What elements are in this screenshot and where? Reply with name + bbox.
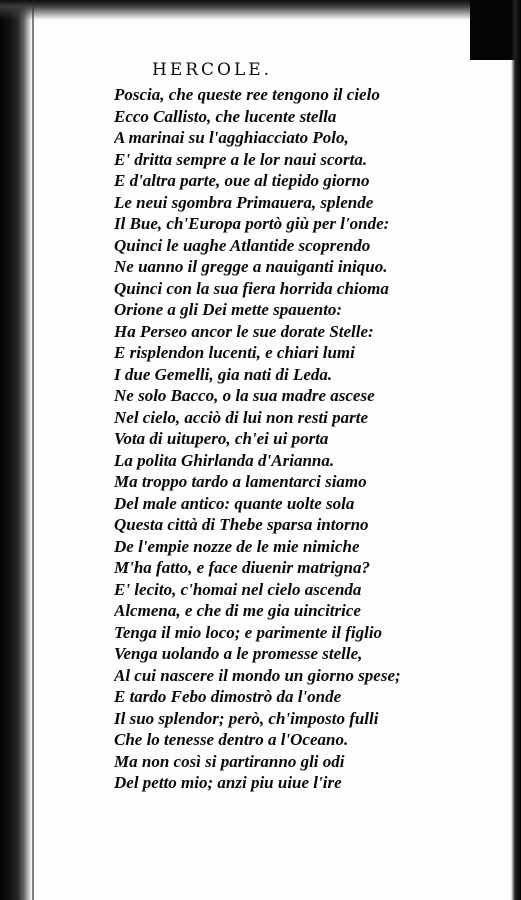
- verse-line: Orione a gli Dei mette spauento:: [114, 300, 343, 319]
- verse-line: A marinai su l'agghiacciato Polo,: [114, 128, 349, 147]
- verse-line: I due Gemelli, gia nati di Leda.: [114, 364, 333, 384]
- verse-line: Ma troppo tardo a lamentarci siamo: [114, 472, 367, 491]
- verse-line: E tardo Febo dimostrò da l'onde: [114, 687, 342, 706]
- verse-line: Questa città di Thebe sparsa intorno: [114, 515, 369, 534]
- running-head: HERCOLE.: [152, 60, 273, 80]
- top-edge-shadow: [0, 0, 521, 20]
- verse-line: Ecco Callisto, che lucente stella: [114, 106, 337, 126]
- verse-line: Ne uanno il gregge a nauiganti iniquo.: [114, 257, 388, 276]
- verse-line: Ma non così si partiranno gli odi: [114, 751, 345, 771]
- verse-text: [114, 84, 509, 794]
- verse-line: M'ha fatto, e face diuenir matrigna?: [114, 558, 370, 577]
- verse-line: De l'empie nozze de le mie nimiche: [114, 536, 360, 556]
- verse-line: Il Bue, ch'Europa portò giù per l'onde:: [114, 214, 390, 233]
- verse-line: Del petto mio; anzi piu uiue l'ire: [114, 773, 342, 792]
- verse-line: Al cui nascere il mondo un giorno spese;: [114, 665, 401, 685]
- verse-line: Quinci con la sua fiera horrida chioma: [114, 278, 389, 298]
- verse-line: Il suo splendor; però, ch'imposto fulli: [114, 708, 379, 728]
- verse-line: Le neui sgombra Primauera, splende: [114, 192, 374, 212]
- binding-line: [32, 0, 34, 900]
- verse-line: Nel cielo, acciò di lui non resti parte: [114, 407, 369, 427]
- verse-line: E d'altra parte, oue al tiepido giorno: [114, 171, 370, 190]
- verse-line: La polita Ghirlanda d'Arianna.: [114, 450, 335, 470]
- verse-line: Ha Perseo ancor le sue dorate Stelle:: [114, 321, 374, 341]
- verse-line: Che lo tenesse dentro a l'Oceano.: [114, 730, 349, 749]
- verse-line: E risplendon lucenti, e chiari lumi: [114, 343, 355, 362]
- verse-line: Vota di uitupero, ch'ei ui porta: [114, 429, 329, 448]
- verse-line: Ne solo Bacco, o la sua madre ascese: [114, 386, 375, 405]
- verse-line: E' lecito, c'homai nel cielo ascenda: [114, 579, 362, 599]
- verse-line: Alcmena, e che di me gia uincitrice: [114, 601, 361, 620]
- verse-line: Tenga il mio loco; e parimente il figlio: [114, 622, 383, 642]
- right-edge-shadow: [511, 0, 521, 900]
- verse-line: Venga uolando a le promesse stelle,: [114, 644, 363, 663]
- binding-shadow: [0, 0, 32, 900]
- verse-line: Poscia, che queste ree tengono il cielo: [114, 85, 380, 104]
- verse-line: E' dritta sempre a le lor naui scorta.: [114, 149, 368, 169]
- verse-line: Del male antico: quante uolte sola: [114, 493, 355, 513]
- verse-line: Quinci le uaghe Atlantide scoprendo: [114, 235, 371, 255]
